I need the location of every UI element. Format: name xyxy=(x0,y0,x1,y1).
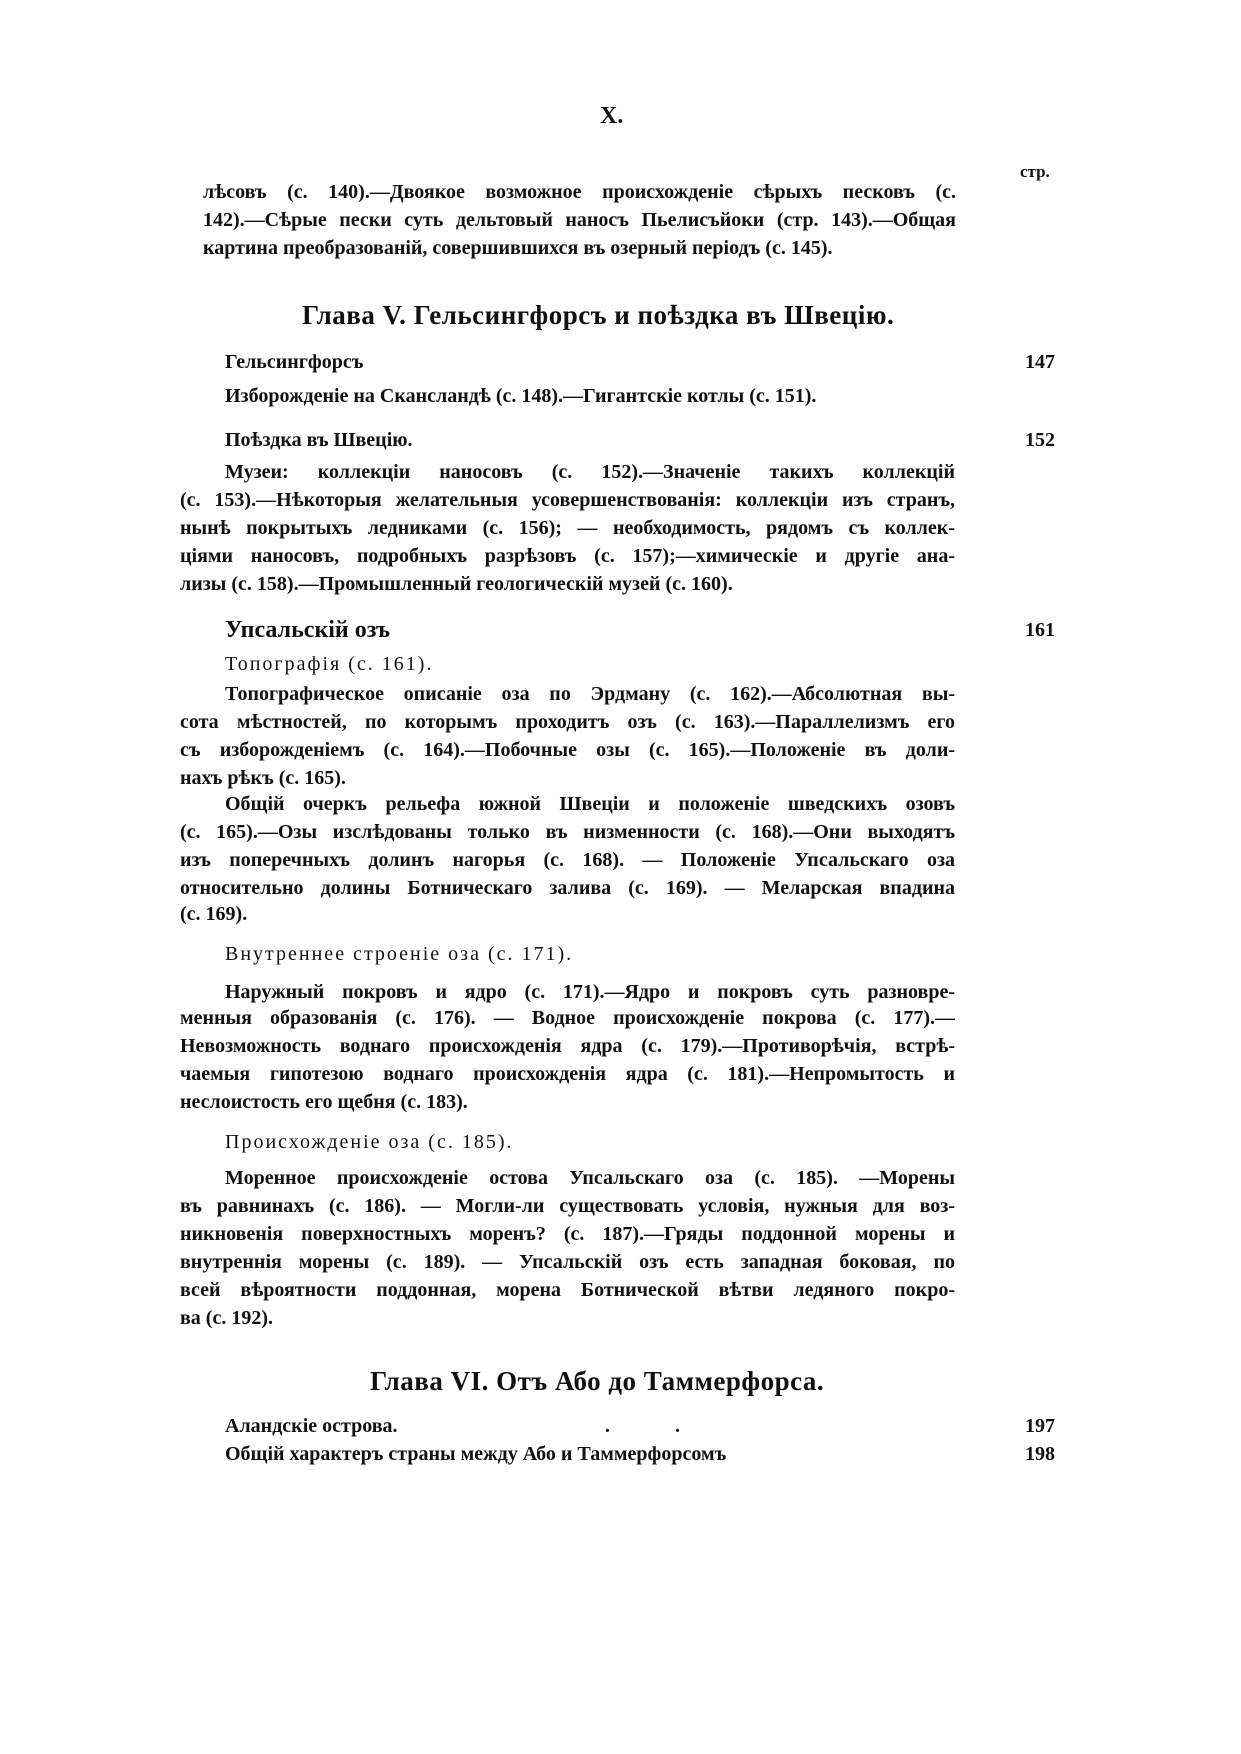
subsection-title: Внутреннее строеніе оза (с. 171). xyxy=(225,943,574,965)
text-line: нахъ рѣкъ (с. 165). xyxy=(180,767,346,789)
section-title: Упсальскій озъ xyxy=(225,617,390,643)
text-line: сота мѣстностей, по которымъ проходитъ озъ (с. 163).—Параллелизмъ его xyxy=(180,711,955,733)
text-line: чаемыя гипотезою воднаго происхожденія ядра (с. 181).—Непромытость и xyxy=(180,1063,955,1085)
text-line: лизы (с. 158).—Промышленный геологическій музей (с. 160). xyxy=(180,573,733,595)
page-ref: 197 xyxy=(1025,1415,1055,1437)
page-column-label: стр. xyxy=(1020,162,1050,181)
text-line: лѣсовъ (с. 140).—Двоякое возможное происхожденіе сѣрыхъ песковъ (с. xyxy=(203,181,956,203)
text-line: Общій очеркъ рельефа южной Швеціи и положеніе шведскихъ озовъ xyxy=(225,793,955,815)
text-line: никновенія поверхностныхъ моренъ? (с. 187).—Гряды поддонной морены и xyxy=(180,1223,955,1245)
text-line: (с. 169). xyxy=(180,903,248,925)
text-line: ціями наносовъ, подробныхъ разрѣзовъ (с. 157);—химическіе и другіе ана- xyxy=(180,545,955,567)
text-line: Топографическое описаніе оза по Эрдману (с. 162).—Абсолютная вы- xyxy=(225,683,955,705)
text-line: Музеи: коллекціи наносовъ (с. 152).—Значеніе такихъ коллекцій xyxy=(225,461,955,483)
text-line: ва (с. 192). xyxy=(180,1307,273,1329)
page-number: X. xyxy=(600,103,624,129)
text-line: нынѣ покрытыхъ ледниками (с. 156); — необходимость, рядомъ съ коллек- xyxy=(180,517,955,539)
page-ref: 161 xyxy=(1025,619,1055,641)
text-line: внутреннія морены (с. 189). — Упсальскій озъ есть западная боковая, по xyxy=(180,1251,955,1273)
text-line: относительно долины Ботническаго залива (с. 169). — Меларская впадина xyxy=(180,877,955,899)
text-line: Наружный покровъ и ядро (с. 171).—Ядро и покровъ суть разновре- xyxy=(225,981,955,1003)
text-line: (с. 165).—Озы изслѣдованы только въ низменности (с. 168).—Они выходятъ xyxy=(180,821,955,843)
text-line: Моренное происхожденіе остова Упсальскаго оза (с. 185). —Морены xyxy=(225,1167,955,1189)
toc-entry-title: Аландскіе острова. xyxy=(225,1415,398,1437)
text-line: Изборожденіе на Скансландѣ (с. 148).—Гигантскіе котлы (с. 151). xyxy=(225,385,817,407)
chapter-5-heading: Глава V. Гельсингфорсъ и поѣздка въ Швецію. xyxy=(302,300,895,330)
text-line: съ изборожденіемъ (с. 164).—Побочные озы (с. 165).—Положеніе въ доли- xyxy=(180,739,955,761)
text-line: (с. 153).—Нѣкоторыя желательныя усовершенствованія: коллекціи изъ странъ, xyxy=(180,489,955,511)
text-line: неслоистость его щебня (с. 183). xyxy=(180,1091,468,1113)
subsection-title: Топографія (с. 161). xyxy=(225,653,434,675)
subsection-title: Происхожденіе оза (с. 185). xyxy=(225,1131,514,1153)
text-line: всей вѣроятности поддонная, морена Ботнической вѣтви ледяного покро- xyxy=(180,1279,955,1301)
page-ref: 152 xyxy=(1025,429,1055,451)
text-line: въ равнинахъ (с. 186). — Могли-ли существовать условія, нужныя для воз- xyxy=(180,1195,955,1217)
section-title: Поѣздка въ Швецію. xyxy=(225,429,413,451)
toc-entry-title: Общій характеръ страны между Або и Таммерфорсомъ xyxy=(225,1443,727,1465)
page-ref: 198 xyxy=(1025,1443,1055,1465)
text-line: 142).—Сѣрые пески суть дельтовый наносъ Пьелисъйоки (стр. 143).—Общая xyxy=(203,209,956,231)
text-line: Невозможность воднаго происхожденія ядра (с. 179).—Противорѣчія, встрѣ- xyxy=(180,1035,955,1057)
text-line: менныя образованія (с. 176). — Водное происхожденіе покрова (с. 177).— xyxy=(180,1007,955,1029)
section-title: Гельсингфорсъ xyxy=(225,351,364,373)
text-line: изъ поперечныхъ долинъ нагорья (с. 168). — Положеніе Упсальскаго оза xyxy=(180,849,955,871)
text-line: картина преобразованій, совершившихся въ озерный періодъ (с. 145). xyxy=(203,237,833,259)
page-ref: 147 xyxy=(1025,351,1055,373)
chapter-6-heading: Глава VI. Отъ Або до Таммерфорса. xyxy=(370,1366,825,1396)
leader-dots: . . xyxy=(605,1415,710,1437)
